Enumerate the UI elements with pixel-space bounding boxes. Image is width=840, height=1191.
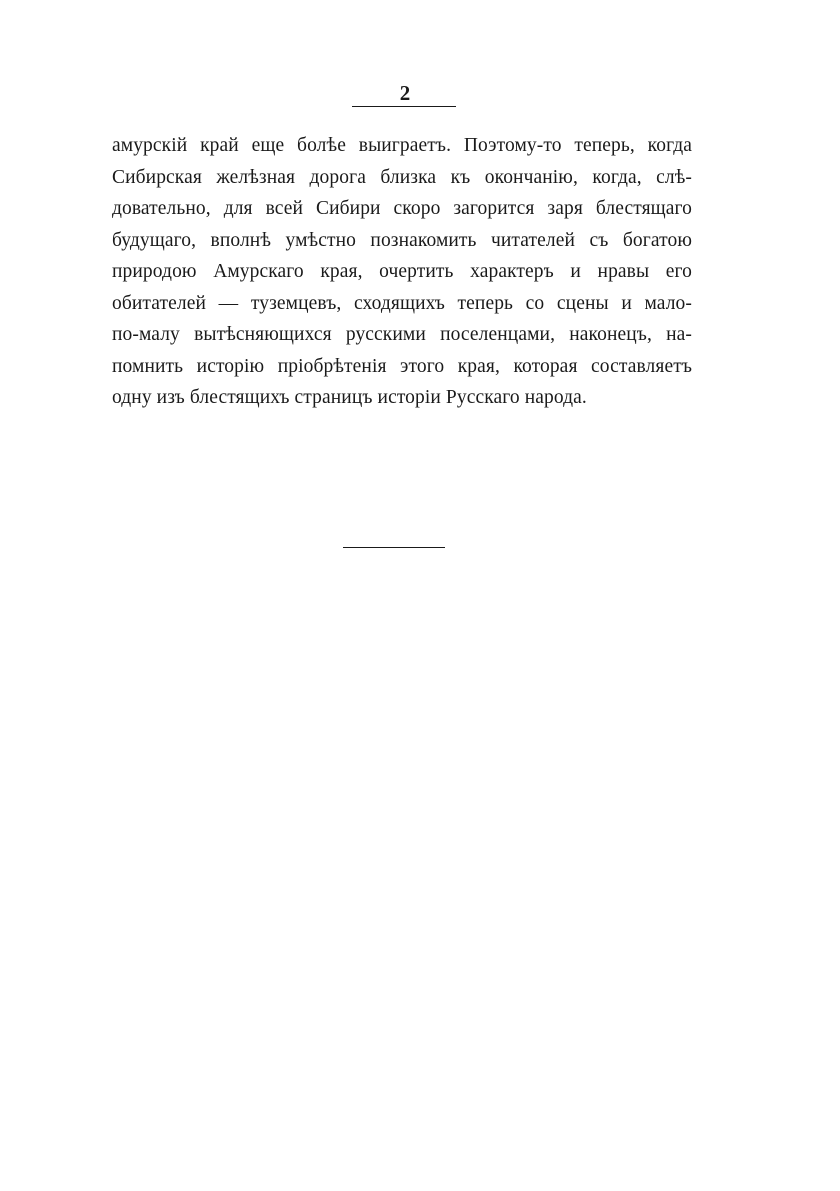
text-line: амурскій край еще болѣе выиграетъ. Поэтому-то теперь, когда xyxy=(112,135,692,156)
text-line: одну изъ блестящихъ страницъ исторіи Русскаго народа. xyxy=(112,387,587,408)
text-line: довательно, для всей Сибири скоро загорится заря блестящаго xyxy=(112,198,692,219)
text-line: Сибирская желѣзная дорога близка къ окончанію, когда, слѣ- xyxy=(112,166,692,188)
body-text xyxy=(112,130,692,414)
header-rule xyxy=(352,106,456,107)
text-line: природою Амурскаго края, очертить характеръ и нравы его xyxy=(112,261,692,282)
text-line: будущаго, вполнѣ умѣстно познакомить читателей съ богатою xyxy=(112,229,692,251)
text-line: по-малу вытѣсняющихся русскими поселенцами, наконецъ, на- xyxy=(112,324,692,345)
text-line: обитателей — туземцевъ, сходящихъ теперь со сцены и мало- xyxy=(112,292,692,314)
page-number: 2 xyxy=(399,81,411,105)
text-line: помнить исторію пріобрѣтенія этого края, которая составляетъ xyxy=(112,355,692,377)
section-end-rule xyxy=(343,547,445,548)
